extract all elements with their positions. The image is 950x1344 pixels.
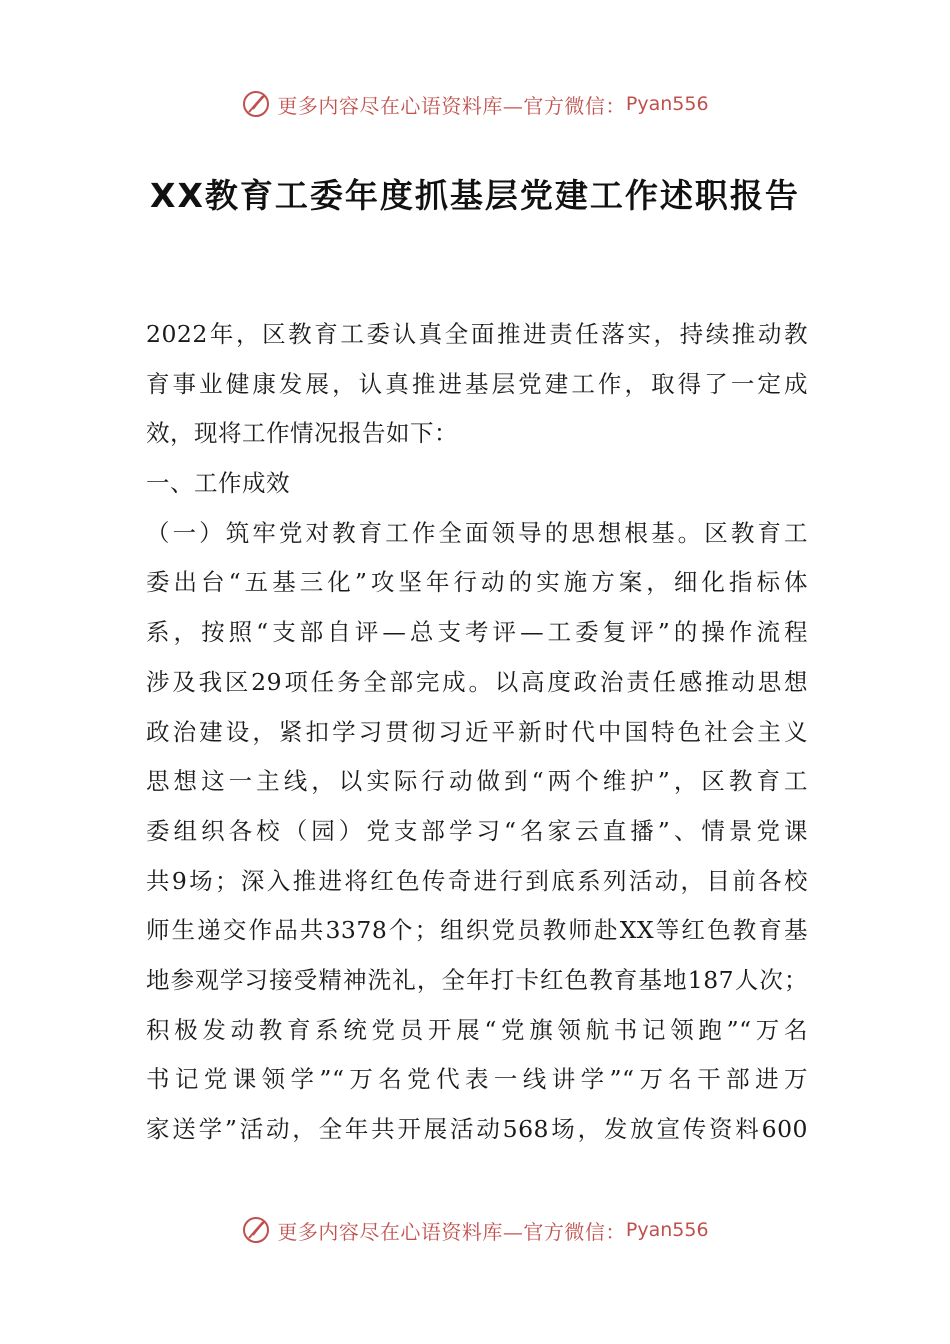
- text-line: 涉及我区29项任务全部完成。以高度政治责任感推动思想: [146, 667, 808, 696]
- text-line: （一）筑牢党对教育工作全面领导的思想根基。区教育工: [146, 518, 808, 547]
- text-line: 地参观学习接受精神洗礼，全年打卡红色教育基地187人次；: [146, 965, 808, 994]
- document-title: XX教育工委年度抓基层党建工作述职报告: [150, 176, 800, 215]
- text-line: 委出台“五基三化”攻坚年行动的实施方案，细化指标体: [146, 568, 808, 597]
- document-body: [146, 310, 808, 1155]
- watermark-text: 更多内容尽在心语资料库—官方微信：: [277, 93, 626, 118]
- quill-logo-icon: [241, 1215, 271, 1245]
- section-heading: 一、工作成效: [146, 469, 290, 498]
- text-line: 政治建设，紧扣学习贯彻习近平新时代中国特色社会主义: [146, 717, 808, 746]
- text-line: 系，按照“支部自评—总支考评—工委复评”的操作流程: [146, 618, 808, 647]
- text-line: 委组织各校（园）党支部学习“名家云直播”、情景党课: [146, 816, 808, 845]
- watermark-footer: [0, 1210, 950, 1250]
- watermark-text: 更多内容尽在心语资料库—官方微信：: [277, 1219, 626, 1244]
- text-line: 家送学”活动，全年共开展活动568场，发放宣传资料600: [146, 1115, 808, 1143]
- text-line: 育事业健康发展，认真推进基层党建工作，取得了一定成: [146, 369, 808, 398]
- watermark-header: [0, 84, 950, 124]
- quill-logo-icon: [241, 89, 271, 119]
- watermark-wechat-id: Pyan556: [625, 1219, 709, 1241]
- text-line: 书记党课领学”“万名党代表一线讲学”“万名干部进万: [146, 1065, 808, 1094]
- text-line: 师生递交作品共3378个；组织党员教师赴XX等红色教育基: [146, 916, 808, 945]
- watermark-wechat-id: Pyan556: [625, 93, 709, 115]
- text-line: 2022年，区教育工委认真全面推进责任落实，持续推动教: [146, 320, 808, 348]
- text-line: 积极发动教育系统党员开展“党旗领航书记领跑”“万名: [146, 1015, 808, 1044]
- text-line: 共9场；深入推进将红色传奇进行到底系列活动，目前各校: [146, 866, 808, 895]
- text-line: 思想这一主线，以实际行动做到“两个维护”，区教育工: [146, 767, 808, 796]
- text-line: 效，现将工作情况报告如下：: [146, 419, 458, 448]
